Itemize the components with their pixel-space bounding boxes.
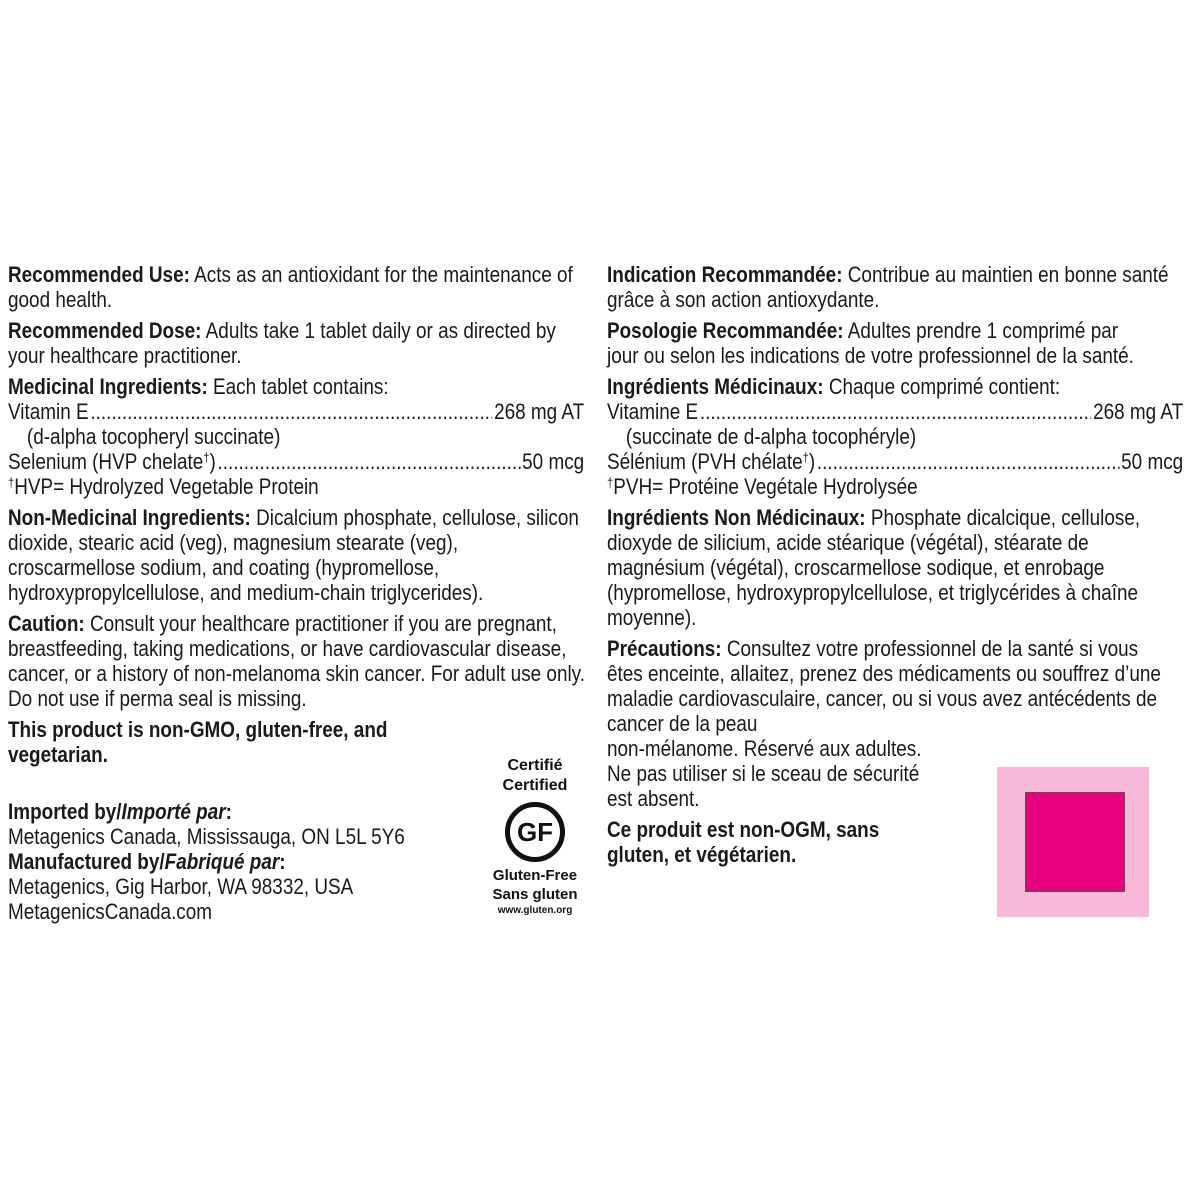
gluten-free-text: Gluten-Free xyxy=(492,867,578,884)
dagger-mark: † xyxy=(8,475,15,490)
manufactured-label-fr: Fabriqué par xyxy=(164,849,280,874)
precautions-text-line: est absent. xyxy=(607,786,700,811)
ingredient-name: Sélénium (PVH chélate xyxy=(607,449,803,474)
caution-label: Caution: xyxy=(8,611,85,636)
manufactured-colon: : xyxy=(279,849,286,874)
footnote xyxy=(607,474,1183,499)
footnote-text: HVP= Hydrolyzed Vegetable Protein xyxy=(14,474,319,499)
ingredients-medicinaux-label: Ingrédients Médicinaux: xyxy=(607,374,824,399)
ingredient-close: ) xyxy=(209,449,216,474)
dagger-mark: † xyxy=(802,450,809,465)
imported-colon: : xyxy=(225,799,232,824)
indication-label: Indication Recommandée: xyxy=(607,262,843,287)
gf-circle-icon xyxy=(505,802,565,862)
imported-label-fr: Importé par xyxy=(121,799,226,824)
ingredient-selenium xyxy=(607,449,1183,474)
product-claim: This product is non-GMO, gluten-free, and vegetarian. xyxy=(8,717,388,767)
ingredient-name: Vitamine E xyxy=(607,399,699,424)
sans-gluten-text: Sans gluten xyxy=(492,886,578,903)
posologie-recommandee xyxy=(607,318,1140,368)
ingredient-selenium xyxy=(8,449,584,474)
dot-leader xyxy=(817,449,1120,474)
dagger-mark: † xyxy=(607,475,614,490)
posologie-label: Posologie Recommandée: xyxy=(607,318,844,343)
color-swatch xyxy=(997,767,1149,917)
imported-label: Imported by/ xyxy=(8,799,122,824)
ingredient-source: (d-alpha tocopheryl succinate) xyxy=(26,424,281,449)
ingredient-name: Selenium (HVP chelate xyxy=(8,449,204,474)
ingredient-amount: 268 mg AT xyxy=(1093,399,1184,424)
gf-mark: GF xyxy=(516,817,554,847)
gluten-org-url: www.gluten.org xyxy=(497,905,573,916)
caution-text: Consult your healthcare practitioner if you are pregnant, breastfeeding, taking medications, or have cardiovascular disease, cancer, or a history of non-melanoma skin cancer. For adult use only. Do not use if perma seal is missing. xyxy=(8,611,586,711)
footnote xyxy=(8,474,584,499)
caution xyxy=(8,611,593,711)
non-medicinal-ingredients xyxy=(8,505,584,605)
ingredients-non-medicinaux xyxy=(607,505,1175,630)
ingredients-medicinaux xyxy=(607,374,1183,499)
product-claim: Ce produit est non-OGM, sans gluten, et végétarien. xyxy=(607,817,880,867)
non-medicinaux-label: Ingrédients Non Médicinaux: xyxy=(607,505,866,530)
recommended-use xyxy=(8,262,584,312)
indication-text: Contribue au maintien en bonne santé grâce à son action antioxydante. xyxy=(607,262,1169,312)
ingredient-vitamin-e xyxy=(8,399,584,424)
recommended-dose-label: Recommended Dose: xyxy=(8,318,202,343)
precautions-text-line: Ne pas utiliser si le sceau de sécurité xyxy=(607,761,920,786)
non-medicinal-label: Non-Medicinal Ingredients: xyxy=(8,505,251,530)
color-swatch-inner xyxy=(1025,792,1125,892)
precautions-label: Précautions: xyxy=(607,636,722,661)
recommended-dose xyxy=(8,318,584,368)
recommended-use-text: Acts as an antioxidant for the maintenance of good health. xyxy=(8,262,573,312)
ingredients-medicinaux-text: Chaque comprimé contient: xyxy=(823,374,1061,399)
posologie-text: Adultes prendre 1 comprimé par jour ou selon les indications de votre professionnel de la santé. xyxy=(607,318,1134,368)
medicinal-ingredients xyxy=(8,374,584,499)
ingredient-source: (succinate de d-alpha tocophéryle) xyxy=(625,424,917,449)
non-medicinal-text: Dicalcium phosphate, cellulose, silicon dioxide, stearic acid (veg), magnesium stearate (veg), croscarmellose sodium, and coating (hypromellose, hydroxypropylcellulose, and medium-chain triglycerides). xyxy=(8,505,579,605)
certified-text: Certified xyxy=(502,777,568,794)
footnote-text: PVH= Protéine Vegétale Hydrolysée xyxy=(613,474,918,499)
dot-leader xyxy=(90,399,492,424)
ingredient-amount: 50 mcg xyxy=(1121,449,1184,474)
website: MetagenicsCanada.com xyxy=(8,899,213,924)
manufacturer-address: Metagenics, Gig Harbor, WA 98332, USA xyxy=(8,874,354,899)
recommended-use-label: Recommended Use: xyxy=(8,262,190,287)
ingredient-close: ) xyxy=(808,449,816,474)
precautions-text: Consultez votre professionnel de la santé si vous êtes enceinte, allaitez, prenez des médicaments ou souffrez d’une maladie cardiovasculaire, cancer, ou si vous avez antécédents de cancer de la peau xyxy=(607,636,1161,736)
gluten-free-certification-logo xyxy=(480,756,590,918)
ingredient-amount: 268 mg AT xyxy=(494,399,585,424)
importer-address: Metagenics Canada, Mississauga, ON L5L 5Y6 xyxy=(8,824,405,849)
precautions-text-line: non-mélanome. Réservé aux adultes. xyxy=(607,736,922,761)
non-medicinaux-text: Phosphate dicalcique, cellulose, dioxyde de silicium, acide stéarique (végétal), stéarate de magnésium (végétal), croscarmellose sodique, et enrobage (hypromellose, hydroxypropylcellulose, et triglycérides à chaîne moyenne). xyxy=(607,505,1141,630)
dot-leader xyxy=(218,449,521,474)
ingredient-amount: 50 mcg xyxy=(522,449,585,474)
ingredient-vitamine-e xyxy=(607,399,1183,424)
manufactured-label: Manufactured by/ xyxy=(8,849,165,874)
medicinal-ingredients-text: Each tablet contains: xyxy=(207,374,389,399)
certifie-text: Certifié xyxy=(507,757,563,774)
medicinal-ingredients-label: Medicinal Ingredients: xyxy=(8,374,208,399)
dagger-mark: † xyxy=(203,450,210,465)
dot-leader xyxy=(700,399,1092,424)
recommended-dose-text: Adults take 1 tablet daily or as directed by your healthcare practitioner. xyxy=(8,318,556,368)
indication-recommandee xyxy=(607,262,1183,312)
ingredient-name: Vitamin E xyxy=(8,399,89,424)
